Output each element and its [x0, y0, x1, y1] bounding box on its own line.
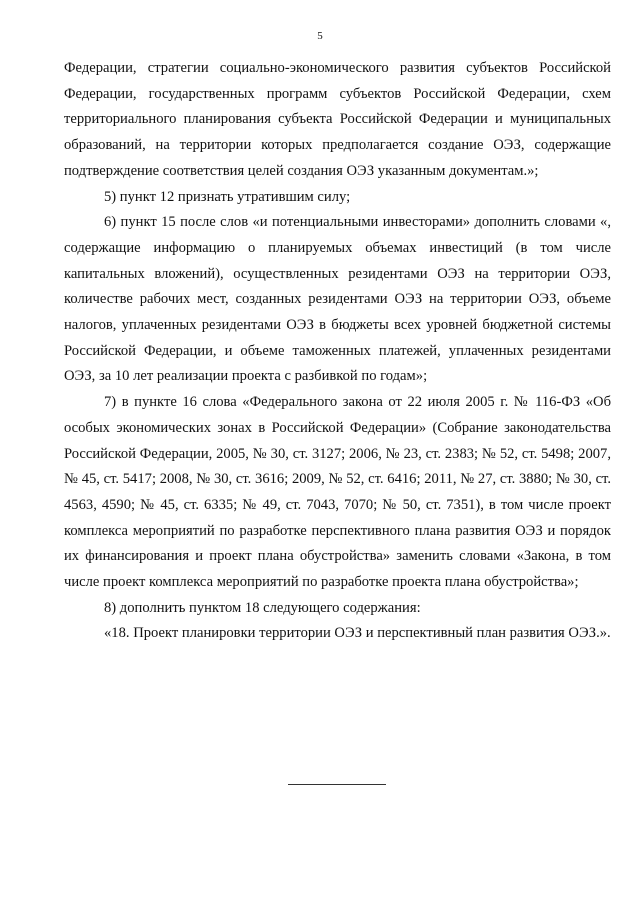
paragraph-item-18: «18. Проект планировки территории ОЭЗ и перспективный план развития ОЭЗ.».: [104, 625, 611, 642]
document-body: [64, 56, 611, 647]
end-separator-line: [288, 784, 386, 785]
paragraph-item-5: 5) пункт 12 признать утратившим силу;: [104, 188, 351, 205]
paragraph-item-7: 7) в пункте 16 слова «Федерального закона от 22 июля 2005 г. № 116-ФЗ «Об особых экономических зонах в Российской Федерации» (Собрание законодательства Российской Федерации, 2005, № 30, ст. 3127; 2006, № 23, ст. 2383; № 52, ст. 5498; 2007, № 45, ст. 5417; 2008, № 30, ст. 3616; 2009, № 52, ст. 6416; 2011, № 27, ст. 3880; № 30, ст. 4563, 4590; № 45, ст. 6335; № 49, ст. 7043, 7070; № 50, ст. 7351), в том числе проект комплекса мероприятий по разработке перспективного плана развития ОЭЗ и порядок их финансирования и проект плана обустройства» заменить словами «Закона, в том числе проект комплекса мероприятий по разработке проекта плана обустройства»;: [64, 394, 611, 591]
paragraph-intro: Федерации, стратегии социально-экономического развития субъектов Российской Федерации, государственных программ субъектов Российской Федерации, схем территориального планирования субъекта Российской Федерации и муниципальных образований, на территории которых предполагается создание ОЭЗ, содержащие подтверждение соответствия целей создания ОЭЗ указанным документам.»;: [64, 60, 611, 179]
paragraph-item-6: 6) пункт 15 после слов «и потенциальными инвесторами» дополнить словами «, содержащие информацию о планируемых объемах инвестиций (в том числе капитальных вложений), осуществленных резидентами ОЭЗ на территории ОЭЗ, количестве рабочих мест, созданных резидентами ОЭЗ на территории ОЭЗ, объеме налогов, уплаченных резидентами ОЭЗ в бюджеты всех уровней бюджетной системы Российской Федерации, и объеме таможенных платежей, уплаченных резидентами ОЭЗ, за 10 лет реализации проекта с разбивкой по годам»;: [64, 214, 611, 385]
page-number: 5: [317, 30, 323, 42]
paragraph-item-8: 8) дополнить пунктом 18 следующего содержания:: [104, 599, 421, 616]
